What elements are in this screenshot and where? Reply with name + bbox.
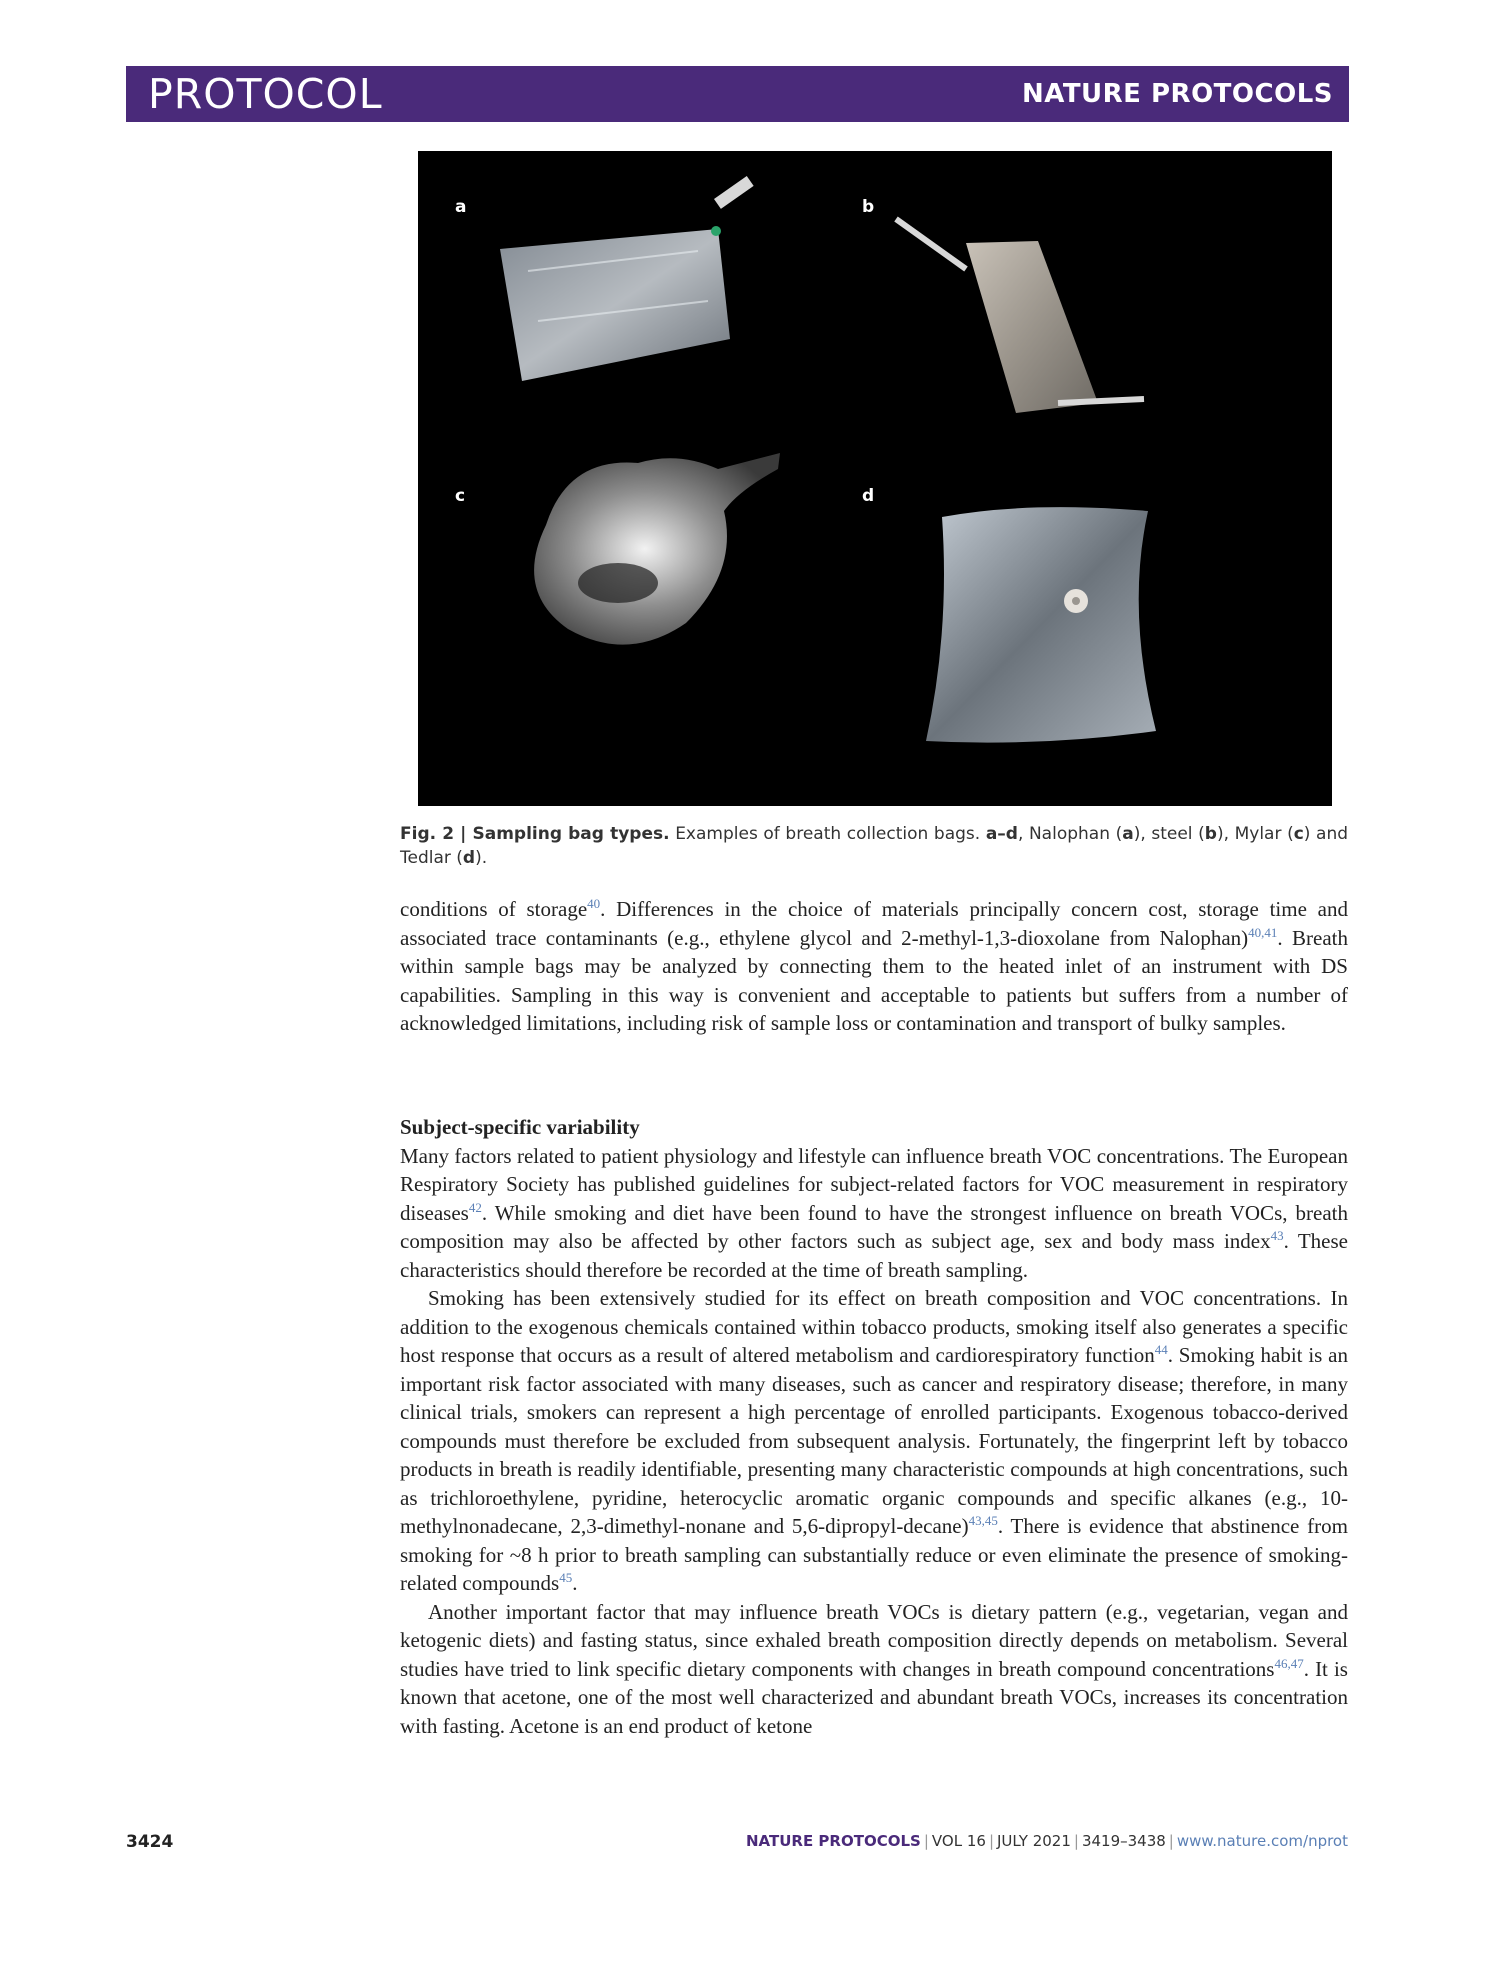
citation-link[interactable]: 44 [1154, 1342, 1168, 1357]
panel-b-bag [896, 219, 1144, 413]
footer-pages: 3419–3438 [1081, 1832, 1166, 1850]
caption-ref-b: b [1204, 824, 1217, 844]
panel-label-a: a [455, 197, 467, 217]
section-heading: Subject-specific variability [400, 1115, 640, 1139]
caption-title: Fig. 2 | Sampling bag types. [400, 824, 670, 844]
paragraph-storage [400, 895, 1348, 1038]
caption-ref-d: d [462, 848, 476, 868]
panel-c-bag [534, 453, 780, 645]
text-run: . There is evidence that abstinence from smoking for ~8 h prior to breath sampling can substantially reduce or even eliminate the presence of smoking-related compounds [400, 1514, 1348, 1595]
caption-mylar: ), Mylar ( [1216, 824, 1294, 844]
panel-label-d: d [862, 486, 875, 506]
text-run: . [572, 1571, 578, 1595]
text-run: . While smoking and diet have been found to have the strongest influence on breath VOCs, breath composition may also be affected by other factors such as subject age, sex and body mass index [400, 1200, 1348, 1253]
text-run: Many factors related to patient physiology and lifestyle can influence breath VOC concentrations. The European Respiratory Society has published guidelines for subject-related factors for VOC measurement in respiratory diseases [400, 1143, 1348, 1225]
citation-link[interactable]: 46,47 [1274, 1655, 1304, 1671]
section-subject-variability [400, 1113, 1348, 1740]
footer-journal: NATURE PROTOCOLS [746, 1832, 921, 1850]
citation-link[interactable]: 43 [1270, 1228, 1284, 1243]
citation-link[interactable]: 43,45 [968, 1513, 998, 1528]
footer-url[interactable]: www.nature.com/nprot [1176, 1832, 1348, 1850]
caption-tedlar: ) and Tedlar ( [400, 824, 1349, 868]
figure-photo [418, 151, 1332, 806]
header-banner [126, 66, 1349, 122]
figure-caption [400, 822, 1348, 870]
text-run: . It is known that acetone, one of the most well characterized and abundant breath VOCs, increases its concentration with fasting. Acetone is an end product of ketone [400, 1656, 1348, 1738]
text-run: Another important factor that may influence breath VOCs is dietary pattern (e.g., vegetarian, vegan and ketogenic diets) and fasting status, since exhaled breath composition directly depends on metabolism. Several studies have tried to link specific dietary components with changes in breath compound concentrations [400, 1599, 1348, 1681]
page-number: 3424 [126, 1832, 174, 1852]
citation-link[interactable]: 45 [559, 1570, 573, 1585]
panel-d-bag [926, 507, 1156, 742]
caption-ref-c: c [1293, 824, 1304, 844]
panel-a-bag [500, 176, 754, 381]
caption-text: Examples of breath collection bags. [675, 824, 981, 844]
caption-end: ). [475, 848, 488, 868]
text-run: conditions of storage [400, 897, 588, 921]
text-run: . Smoking habit is an important risk factor associated with many diseases, such as cancer and respiratory disease; therefore, in many clinical trials, smokers can represent a high percentage of enrolled participants. Exogenous tobacco-derived compounds must therefore be excluded from subsequent analysis. Fortunately, the fingerprint left by tobacco products in breath is readily identifiable, presenting many characteristic compounds at high concentrations, such as trichloroethylene, pyridine, heterocyclic aromatic organic compounds and specific alkanes (e.g., 10-methylnonadecane, 2,3-dimethyl-nonane and 5,6-dipropyl-decane) [400, 1343, 1349, 1538]
citation-link[interactable]: 42 [468, 1199, 482, 1215]
text-run: . Breath within sample bags may be analyzed by connecting them to the heated inlet of an instrument with DS capabilities. Sampling in this way is convenient and acceptable to patients but suffers from a number of acknowledged limitations, including risk of sample loss or contamination and transport of bulky samples. [400, 925, 1348, 1035]
footer-volume: VOL 16 [931, 1832, 986, 1850]
caption-ref-a: a [1122, 824, 1134, 844]
text-run: . These characteristics should therefore be recorded at the time of breath sampling. [400, 1229, 1348, 1282]
figure-2 [418, 151, 1332, 806]
citation-link[interactable]: 40,41 [1248, 924, 1278, 940]
text-run: Smoking has been extensively studied for its effect on breath composition and VOC concentrations. In addition to the exogenous chemicals contained within tobacco products, smoking itself also generates a specific host response that occurs as a result of altered metabolism and cardiorespiratory function [400, 1286, 1348, 1367]
footer-date: JULY 2021 [997, 1832, 1071, 1850]
section-label: PROTOCOL [148, 70, 383, 118]
journal-name: NATURE PROTOCOLS [1021, 79, 1333, 109]
panel-label-c: c [455, 486, 466, 506]
caption-steel: ), steel ( [1133, 824, 1205, 844]
footer-citation: NATURE PROTOCOLS | VOL 16 | JULY 2021 | 3419–3438 | www.nature.com/nprot [746, 1832, 1348, 1850]
caption-range: a–d [985, 824, 1018, 844]
citation-link[interactable]: 40 [587, 896, 601, 911]
panel-label-b: b [862, 197, 875, 217]
caption-items: , Nalophan ( [1017, 824, 1123, 844]
text-run: . Differences in the choice of materials principally concern cost, storage time and associated trace contaminants (e.g., ethylene glycol and 2-methyl-1,3-dioxolane from Nalophan) [400, 897, 1348, 950]
